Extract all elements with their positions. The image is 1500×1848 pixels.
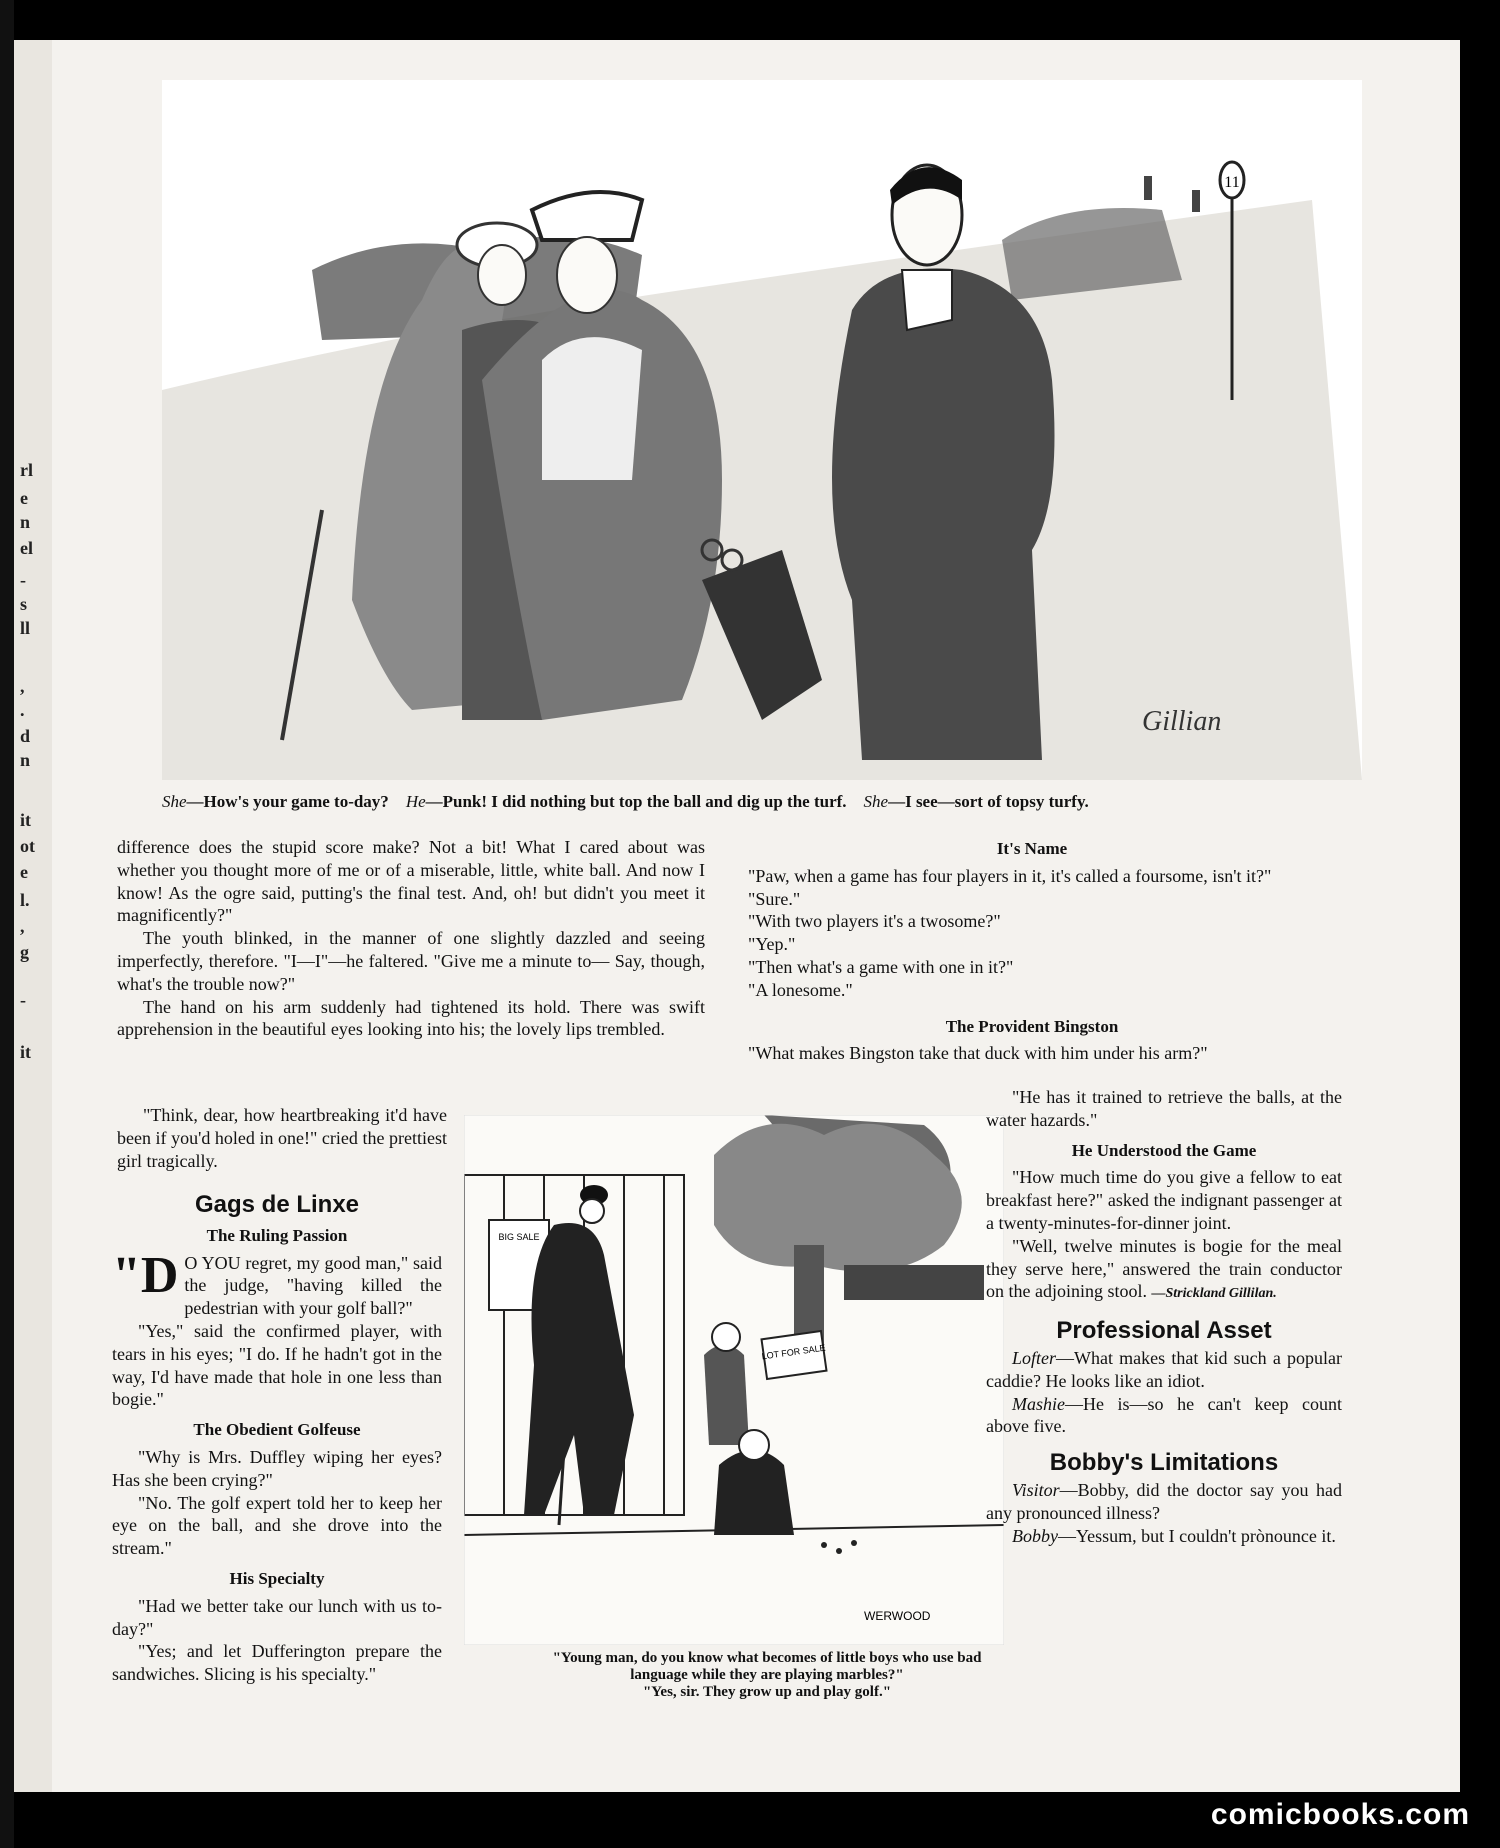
professional-asset-heading: Professional Asset — [1056, 1317, 1272, 1345]
its-name-line: "Then what's a game with one in it?" — [748, 956, 1014, 977]
edge-fragment: e — [20, 488, 28, 508]
site-watermark: comicbooks.com — [1210, 1798, 1470, 1831]
hole-sign-number: 11 — [1224, 174, 1240, 191]
understood-game-heading: He Understood the Game — [1071, 1140, 1257, 1160]
sale-poster: BIG SALE — [498, 1232, 540, 1242]
its-name-line: "Paw, when a game has four players in it, it's called a foursome, isn't it?" — [748, 865, 1272, 886]
bingston-text-2: "He has it trained to retrieve the balls, at the water hazards." — [986, 1087, 1342, 1130]
story-paragraph: difference does the stupid score make? Not a bit! What I cared about was whether you thought more of me or of a miserable, little, white ball. And now I know! As the ogre said, putting's the final test. And, oh! but didn't you meet it magnificently?" — [117, 837, 705, 926]
edge-fragment: d — [20, 726, 31, 746]
drop-cap: "D — [112, 1246, 179, 1304]
edge-fragment: s — [20, 594, 28, 614]
its-name-line: "With two players it's a twosome?" — [748, 911, 1001, 932]
asset-line-1: Lofter—What makes that kid such a popular caddie? He looks like an idiot. — [986, 1347, 1342, 1391]
bobby-heading: Bobby's Limitations — [1049, 1449, 1279, 1477]
marbles-illustration — [464, 1115, 1004, 1645]
bobby-line-2: Bobby—Yessum, but I couldn't prònounce it. — [1012, 1525, 1336, 1546]
bingston-heading: The Provident Bingston — [945, 1016, 1119, 1036]
story-continuation — [117, 836, 705, 1041]
ruling-passion-text: O YOU regret, my good man," said the judge, "having killed the pedestrian with your golf ball?" — [184, 1252, 442, 1319]
edge-fragment: el — [20, 538, 33, 558]
bobby-line-1: Visitor—Bobby, did the doctor say you had any pronounced illness? — [986, 1479, 1342, 1523]
edge-fragment: . — [20, 700, 25, 720]
story-paragraph: "Think, dear, how heartbreaking it'd have been if you'd holed in one!" cried the prettiest girl tragically. — [117, 1105, 447, 1171]
speaker-she-2: She — [863, 792, 889, 811]
edge-fragment: - — [20, 990, 26, 1010]
obedient-text-2: "No. The golf expert told her to keep her eye on the ball, and she drove into the stream." — [112, 1492, 442, 1559]
marbles-caption — [532, 1650, 1002, 1701]
specialty-text-2: "Yes; and let Dufferington prepare the sandwiches. Slicing is his specialty." — [112, 1641, 442, 1685]
gags-column — [112, 1180, 442, 1686]
ruling-passion-heading: The Ruling Passion — [206, 1225, 348, 1245]
marbles-scene-drawing — [464, 1115, 1004, 1645]
obedient-golfeuse-heading: The Obedient Golfeuse — [193, 1420, 361, 1440]
his-specialty-heading: His Specialty — [229, 1568, 325, 1588]
top-caption: She—How's your game to-day? He—Punk! I did nothing but top the ball and dig up the turf. She—I see—sort of topsy turfy. — [162, 792, 1089, 811]
golf-scene-drawing — [162, 80, 1362, 780]
edge-fragment: l. — [20, 890, 30, 910]
its-name-line: "Yep." — [748, 934, 796, 955]
edge-fragment: rl — [20, 460, 33, 480]
lot-sign: LOT FOR SALE — [761, 1342, 827, 1362]
understood-game-text-2: "Well, twelve minutes is bogie for the meal they serve here," answered the train conductor on the adjoining stool. —Strickland Gillilan. — [986, 1235, 1342, 1302]
marbles-caption-question: "Young man, do you know what becomes of little boys who use bad language while they are playing marbles?" — [552, 1650, 982, 1683]
asset-line-2: Mashie—He is—so he can't keep count above five. — [986, 1393, 1342, 1437]
edge-fragment: it — [20, 1042, 31, 1062]
story-paragraph: The hand on his arm suddenly had tightened its hold. There was swift apprehension in the beautiful eyes looking into his; the lovely lips trembled. — [117, 996, 705, 1040]
its-name-line: "Sure." — [748, 888, 801, 909]
scan-border-left — [0, 0, 14, 1848]
speaker-he: He — [405, 792, 426, 811]
its-name-line: "A lonesome." — [748, 979, 853, 1000]
story-ending — [117, 1104, 447, 1172]
marbles-caption-answer: "Yes, sir. They grow up and play golf." — [642, 1684, 892, 1700]
edge-fragment: n — [20, 512, 31, 532]
right-lower-column — [986, 1086, 1342, 1547]
edge-fragment: e — [20, 862, 28, 882]
speaker-she: She — [162, 792, 187, 811]
artist-signature: Gillian — [1142, 706, 1222, 737]
golf-illustration-top — [162, 80, 1362, 780]
edge-fragment: n — [20, 750, 31, 770]
its-name-heading: It's Name — [996, 839, 1068, 858]
story-paragraph: The youth blinked, in the manner of one slightly dazzled and seeing imperfectly, therefore. "I—I"—he faltered. "Give me a minute to— Say, though, what's the trouble now?" — [117, 928, 705, 994]
ruling-passion-text-2: "Yes," said the confirmed player, with tears in his eyes; "I do. If he hadn't got in the way, I'd have made that hole in one less than bogie." — [112, 1320, 442, 1410]
edge-fragment: , — [20, 916, 25, 936]
understood-game-text: "How much time do you give a fellow to eat breakfast here?" asked the indignant passenger at a twenty-minutes-for-dinner joint. — [986, 1167, 1342, 1233]
edge-fragment: ot — [20, 836, 35, 856]
edge-fragment: g — [20, 942, 29, 962]
edge-fragment: ll — [20, 618, 31, 638]
edge-fragment: it — [20, 810, 31, 830]
right-column — [722, 830, 1342, 1065]
facing-page-edge — [14, 40, 52, 1792]
gags-title: Gags de Linxe — [194, 1191, 360, 1218]
magazine-page — [52, 40, 1460, 1792]
byline: —Strickland Gillilan. — [1151, 1286, 1277, 1302]
specialty-text: "Had we better take our lunch with us to-day?" — [112, 1595, 442, 1639]
edge-fragment: - — [20, 570, 26, 590]
edge-fragment: , — [20, 676, 25, 696]
obedient-text: "Why is Mrs. Duffley wiping her eyes? Has she been crying?" — [112, 1446, 442, 1490]
illustrator-signature: WERWOOD — [864, 1609, 931, 1623]
bingston-text: "What makes Bingston take that duck with him under his arm?" — [748, 1043, 1208, 1064]
